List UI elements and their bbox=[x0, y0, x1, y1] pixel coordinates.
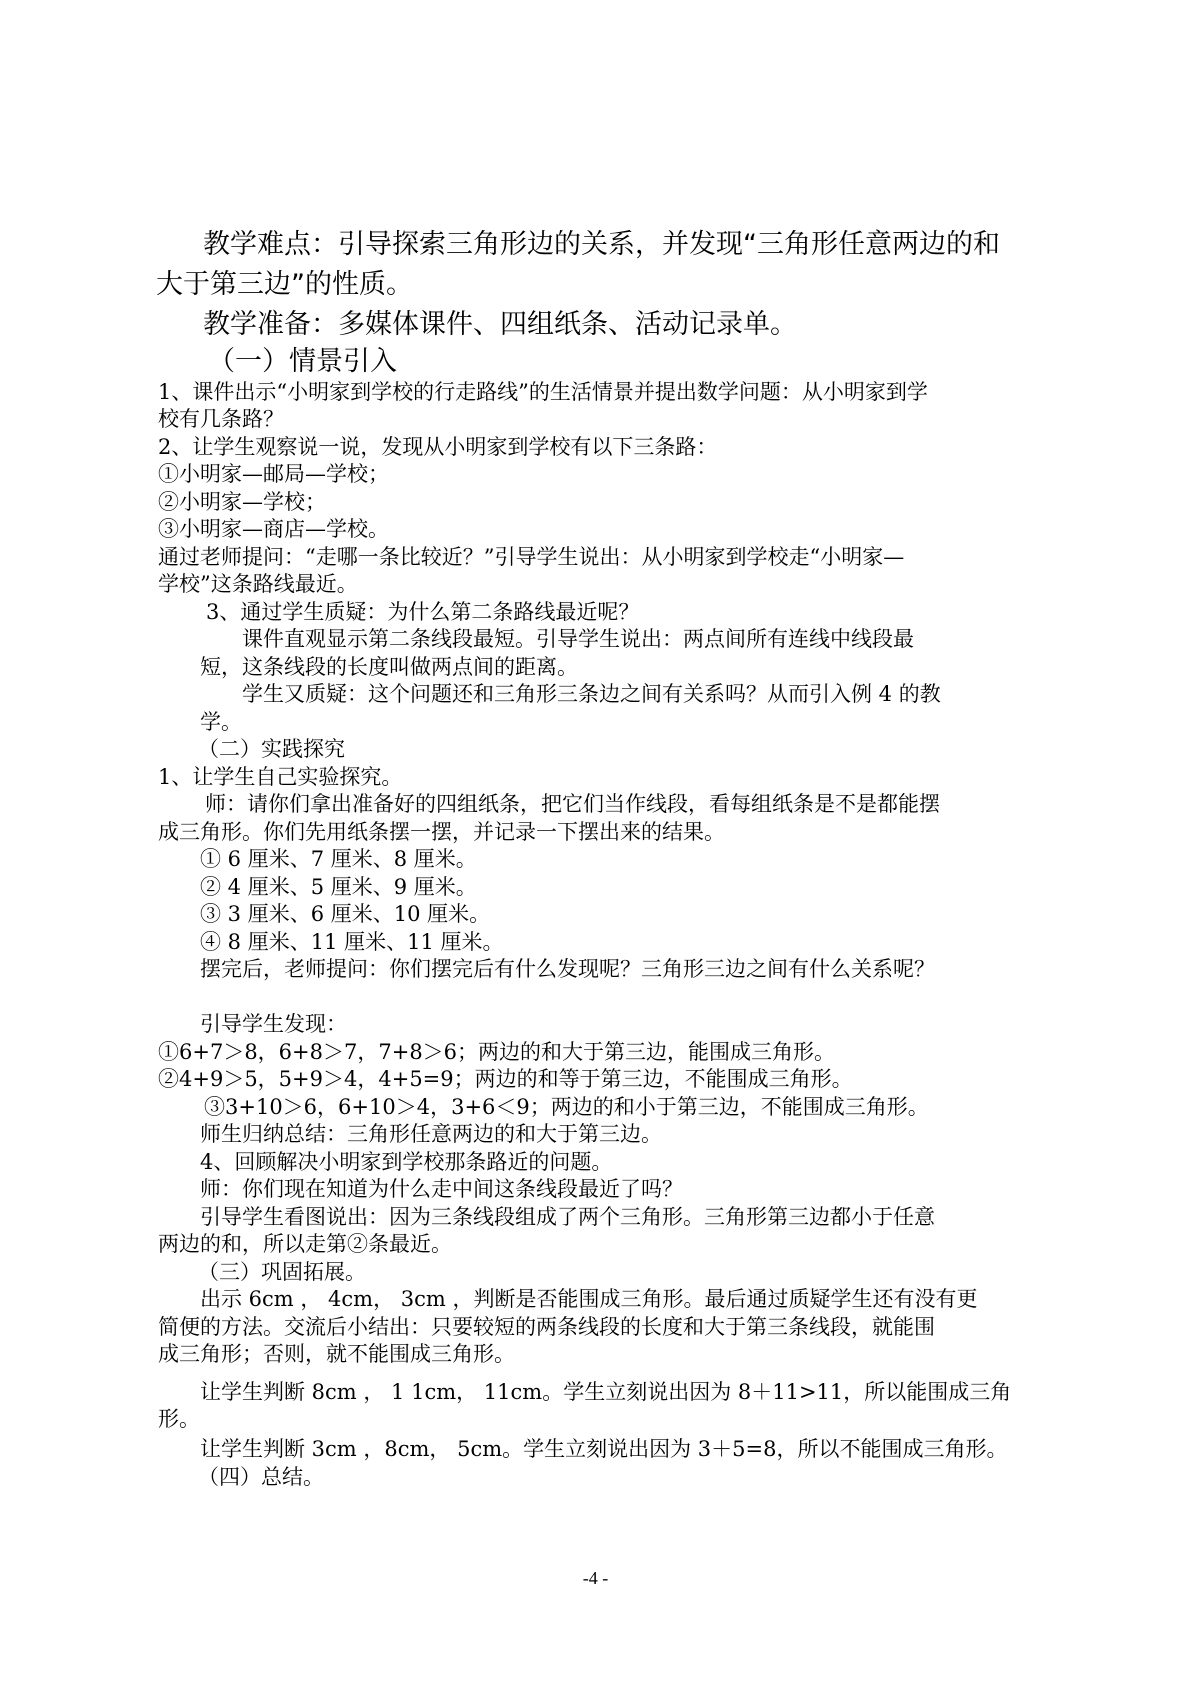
paragraph-line: 课件直观显示第二条线段最短。引导学生说出：两点间所有连线中线段最 bbox=[242, 627, 914, 651]
preparation-line: 教学准备：多媒体课件、四组纸条、活动记录单。 bbox=[203, 309, 797, 340]
strip-set-2: ② 4 厘米、5 厘米、9 厘米。 bbox=[200, 875, 477, 899]
paragraph-line: 摆完后，老师提问：你们摆完后有什么发现呢？三角形三边之间有什么关系呢？ bbox=[200, 957, 935, 981]
paragraph-line: 2、让学生观察说一说，发现从小明家到学校有以下三条路： bbox=[158, 435, 718, 459]
paragraph-line: 让学生判断 3cm ，8cm， 5cm。学生立刻说出因为 3＋5=8，所以不能围成三角形。 bbox=[200, 1437, 1008, 1461]
paragraph-line: 让学生判断 8cm ， 1 1cm， 11cm。学生立刻说出因为 8＋11>11，所以能围成三角 bbox=[200, 1380, 1012, 1404]
strip-set-1: ① 6 厘米、7 厘米、8 厘米。 bbox=[200, 847, 477, 871]
paragraph-line: 师：请你们拿出准备好的四组纸条，把它们当作线段，看每组纸条是不是都能摆 bbox=[205, 792, 940, 816]
paragraph-line: 3、通过学生质疑：为什么第二条路线最近呢？ bbox=[206, 600, 640, 624]
finding-2: ②4+9＞5，5+9＞4，4+5=9；两边的和等于第三边，不能围成三角形。 bbox=[158, 1067, 853, 1091]
section-heading-4: （四）总结。 bbox=[198, 1465, 324, 1489]
paragraph-line: 短，这条线段的长度叫做两点间的距离。 bbox=[200, 655, 578, 679]
paragraph-line: 两边的和，所以走第②条最近。 bbox=[158, 1232, 452, 1256]
strip-set-3: ③ 3 厘米、6 厘米、10 厘米。 bbox=[200, 902, 491, 926]
paragraph-line: 师生归纳总结：三角形任意两边的和大于第三边。 bbox=[200, 1122, 662, 1146]
finding-3: ③3+10＞6，6+10＞4，3+6＜9；两边的和小于第三边，不能围成三角形。 bbox=[204, 1095, 929, 1119]
paragraph-line: 简便的方法。交流后小结出：只要较短的两条线段的长度和大于第三条线段，就能围 bbox=[158, 1315, 935, 1339]
strip-set-4: ④ 8 厘米、11 厘米、11 厘米。 bbox=[200, 930, 504, 954]
difficulty-line-1: 教学难点：引导探索三角形边的关系，并发现“三角形任意两边的和 bbox=[203, 229, 1000, 260]
paragraph-line: 成三角形；否则，就不能围成三角形。 bbox=[158, 1342, 515, 1366]
route-item-1: ①小明家—邮局—学校； bbox=[158, 462, 389, 486]
route-item-3: ③小明家—商店—学校。 bbox=[158, 517, 389, 541]
paragraph-line: 成三角形。你们先用纸条摆一摆，并记录一下摆出来的结果。 bbox=[158, 820, 725, 844]
paragraph-line: 出示 6cm ， 4cm， 3cm ，判断是否能围成三角形。最后通过质疑学生还有没有更 bbox=[200, 1287, 978, 1311]
section-heading-2: （二）实践探究 bbox=[198, 737, 345, 761]
paragraph-line: 形。 bbox=[158, 1407, 200, 1431]
paragraph-line: 4、回顾解决小明家到学校那条路近的问题。 bbox=[200, 1150, 613, 1174]
section-heading-3: （三）巩固拓展。 bbox=[198, 1260, 366, 1284]
paragraph-line: 学校”这条路线最近。 bbox=[158, 572, 358, 596]
paragraph-line: 学。 bbox=[200, 710, 242, 734]
paragraph-line: 引导学生发现： bbox=[200, 1012, 347, 1036]
finding-1: ①6+7＞8，6+8＞7，7+8＞6；两边的和大于第三边，能围成三角形。 bbox=[158, 1040, 836, 1064]
route-item-2: ②小明家—学校； bbox=[158, 490, 326, 514]
paragraph-line: 1、课件出示“小明家到学校的行走路线”的生活情景并提出数学问题：从小明家到学 bbox=[158, 380, 928, 404]
section-heading-1: （一）情景引入 bbox=[208, 346, 397, 377]
page-number: -4 - bbox=[582, 1568, 609, 1588]
paragraph-line: 引导学生看图说出：因为三条线段组成了两个三角形。三角形第三边都小于任意 bbox=[200, 1205, 935, 1229]
paragraph-line: 1、让学生自己实验探究。 bbox=[158, 765, 403, 789]
paragraph-line: 学生又质疑：这个问题还和三角形三条边之间有关系吗？从而引入例 4 的教 bbox=[242, 682, 941, 706]
paragraph-line: 通过老师提问：“走哪一条比较近？”引导学生说出：从小明家到学校走“小明家— bbox=[158, 545, 905, 569]
difficulty-line-2: 大于第三边”的性质。 bbox=[156, 269, 413, 300]
paragraph-line: 校有几条路？ bbox=[158, 407, 284, 431]
paragraph-line: 师：你们现在知道为什么走中间这条线段最近了吗？ bbox=[200, 1177, 683, 1201]
